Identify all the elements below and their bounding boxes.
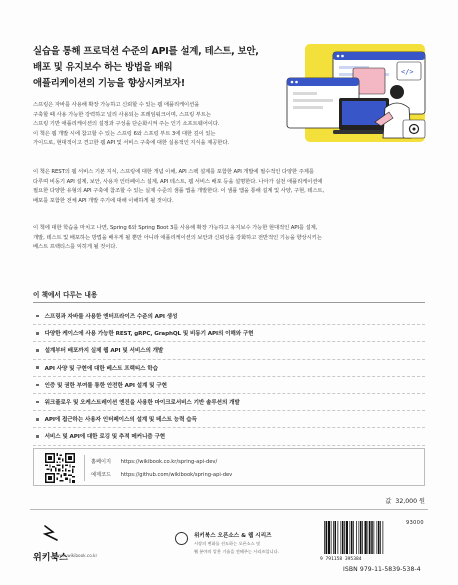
qr-divider [84, 455, 85, 481]
headline-line-3: 애플리케이션의 기능을 향상시켜보자! [33, 78, 185, 89]
barcode-digits: 9 791158 395384 [320, 557, 362, 561]
headline-line-2: 배포 및 유지보수 하는 방법을 배워 [33, 62, 173, 73]
headline [33, 44, 278, 92]
illus-person-head [390, 85, 404, 99]
list-item: 설계부터 배포까지 실제 웹 API 및 서비스의 개발 [33, 342, 425, 359]
isbn: ISBN 979-11-5839-538-4 [343, 566, 421, 573]
cover-illustration [285, 38, 435, 150]
homepage-row [91, 458, 217, 465]
publisher-logo-text: 위키북스 [33, 553, 68, 563]
bullet-square-icon [36, 401, 39, 404]
bullet-square-icon [36, 435, 39, 438]
series-description-1: 시장의 변화를 선도하는 오픈소스 및 [194, 541, 261, 546]
description-paragraph-1: 스프링은 자바를 사용해 확장 가능하고 신뢰할 수 있는 웹 애플리케이션을 구축할 때 사용 가능한 강력하고 널리 사용되는 프레임워크이며, 스프링 부트는 스프링 기반 애플리케이션의 설정과 구성을 단순화시켜 주는 인기 소프트웨어이다. 이 책은 웹 개발 시에 참고할 수 있는 스프링 6와 스프링 부트 3에 대한 깊이 있는 가이드로, 현대적이고 견고한 웹 API 및 서비스 구축에 대한 실용적인 지식을 제공한다. [33, 102, 229, 147]
example-code-label: 예제코드 [91, 472, 112, 478]
example-code-row [91, 471, 232, 478]
list-item: 워크플로우 및 오케스트레이션 엔진을 사용한 마이크로서비스 기반 솔루션의 개발 [33, 394, 425, 411]
section-divider [33, 302, 425, 303]
list-item: 서비스 및 API에 대한 로깅 및 추적 메커니즘 구현 [33, 428, 425, 445]
bullet-square-icon [36, 384, 39, 387]
example-code-link[interactable]: https://github.com/wikibook/spring-api-dev [120, 472, 233, 478]
series-description-2: 웹 분야의 알찬 기술을 전해주는 시리즈입니다. [194, 549, 279, 554]
description-paragraph-2: 이 책은 REST의 웹 서비스 기본 지식, 스프링에 대한 개념 이해, API 스펙 설계를 포함한 API 개발에 필수적인 다양한 주제를 다루며 비동기 API 설계, 보안, 사용자 인터페이스 설계, API 테스트, 웹 서비스 배포 등을 설명한다. 나아가 실전 애플리케이션에 필요한 다양한 유형의 API 구축에 참조할 수 있는 실제 수준의 샘플 앱을 개발한다. 이 샘플 앱을 통해 설계 및 사양, 구현, 테스트, 배포를 포함한 전체 API 개발 주기에 대해 이해하게 될 것이다. [33, 169, 325, 204]
publisher-website: www.wikibook.co.kr [56, 553, 98, 558]
barcode-addon: 93000 [406, 520, 424, 526]
price-label: 값 [385, 498, 392, 505]
list-item: 인증 및 권한 부여를 통한 안전한 API 설계 및 구현 [33, 377, 425, 394]
barcode [318, 521, 428, 561]
publisher-logo [33, 520, 79, 570]
footer-divider [30, 509, 428, 510]
bullet-square-icon [36, 332, 39, 335]
bullet-square-icon [36, 418, 39, 421]
section-title: 이 책에서 다루는 내용 [33, 291, 98, 299]
price-value: 32,000 원 [395, 498, 425, 505]
topics-list [33, 308, 425, 446]
qr-code-icon [45, 453, 75, 483]
series-title: 위키북스 오픈소스 & 웹 시리즈 [194, 533, 272, 539]
bullet-square-icon [36, 315, 39, 318]
bullet-square-icon [36, 349, 39, 352]
homepage-label: 홈페이지 [91, 459, 112, 465]
list-item: 스프링과 자바를 사용한 엔터프라이즈 수준의 API 생성 [33, 308, 425, 325]
bullet-square-icon [36, 366, 39, 369]
price [385, 496, 425, 505]
list-item: API에 접근하는 사용자 인터페이스의 설계 및 테스트 능력 습득 [33, 411, 425, 428]
list-item: API 사양 및 구현에 대한 베스트 프랙티스 학습 [33, 360, 425, 377]
list-item: 다양한 케이스에 사용 가능한 REST, gRPC, GraphQL 및 비동기 API의 이해와 구현 [33, 325, 425, 342]
description-paragraph-3: 이 책에 대한 학습을 마치고 나면, Spring 6와 Spring Boot 3를 사용해 확장 가능하고 유지보수 가능한 현대적인 API를 설계, 개발, 테스트 및 배포하는 방법을 배우게 될 뿐만 아니라 애플리케이션의 보안과 신뢰성을 강화하고 전반적인 기능을 향상시키는 베스트 프랙티스를 익히게 될 것이다. [33, 225, 322, 251]
series-circle-icon [175, 532, 188, 545]
homepage-link[interactable]: https://wikibook.co.kr/spring-api-dev/ [120, 459, 218, 465]
headline-line-1: 실습을 통해 프로덕션 수준의 API를 설계, 테스트, 보안, [33, 46, 259, 57]
svg-text:</>: </> [401, 68, 414, 76]
links-box [33, 448, 425, 486]
